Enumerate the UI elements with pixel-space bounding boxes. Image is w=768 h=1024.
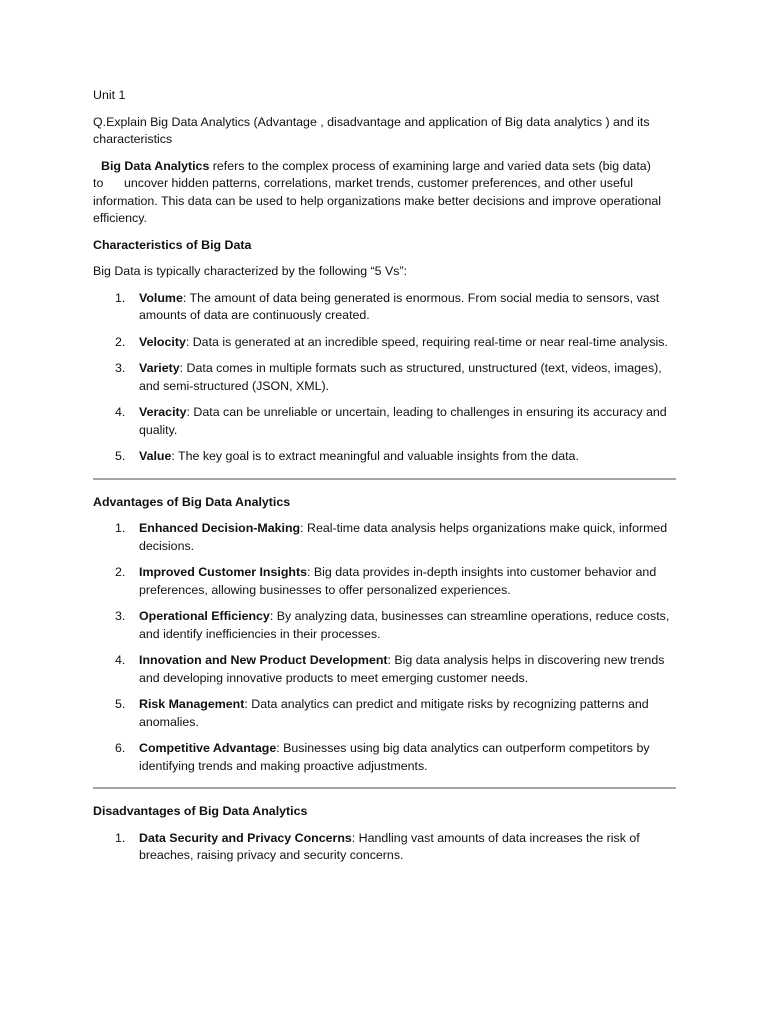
advantages-heading: Advantages of Big Data Analytics — [93, 494, 291, 509]
list-item — [93, 404, 676, 439]
list-item-term: Volume — [139, 290, 183, 305]
list-item-number: 3. — [115, 609, 126, 623]
list-item — [93, 696, 676, 731]
list-item-term: Operational Efficiency — [139, 609, 270, 623]
list-item-term: Risk Management — [139, 697, 245, 711]
list-item-number: 2. — [115, 565, 126, 579]
list-item-number: 4. — [115, 653, 126, 667]
list-item-text: : By analyzing data, businesses can streamline operations, reduce costs, and identify inefficiencies in their processes. — [139, 609, 670, 641]
list-item-number: 1. — [115, 521, 126, 535]
list-item-term: Velocity — [139, 334, 186, 349]
list-item-text: : Data comes in multiple formats such as structured, unstructured (text, videos, images), and semi-structured (JSON, XML). — [139, 361, 662, 393]
list-item — [93, 830, 676, 865]
list-item-number: 5. — [115, 697, 126, 711]
list-item-number: 4. — [115, 405, 126, 419]
characteristics-lead: Big Data is typically characterized by the following “5 Vs”: — [93, 264, 408, 278]
list-item-number: 2. — [115, 334, 126, 349]
question-text: Q.Explain Big Data Analytics (Advantage , disadvantage and application of Big data analytics ) and its characteristics — [93, 114, 650, 146]
section-divider — [93, 787, 676, 789]
list-item-term: Enhanced Decision-Making — [139, 521, 301, 535]
list-item-number: 5. — [115, 449, 126, 463]
list-item-text: : Handling vast amounts of data increases the risk of breaches, raising privacy and security concerns. — [139, 830, 640, 862]
intro-text: refers to the complex process of examining large and varied data sets (big data) to uncover hidden patterns, correlations, market trends, customer preferences, and other useful information. This data can be used to help organizations make better decisions and improve operational efficiency. — [93, 158, 662, 225]
list-item-number: 6. — [115, 741, 126, 755]
list-item — [93, 520, 676, 555]
list-item-term: Improved Customer Insights — [139, 565, 307, 579]
disadvantages-list — [93, 830, 676, 865]
list-item-text: : Data can be unreliable or uncertain, leading to challenges in ensuring its accuracy and quality. — [139, 405, 667, 437]
list-item — [93, 290, 676, 325]
list-item — [93, 652, 676, 687]
list-item-text: : The amount of data being generated is enormous. From social media to sensors, vast amounts of data are continuously created. — [139, 290, 660, 322]
list-item-text: : Big data analysis helps in discovering new trends and developing innovative products to meet emerging customer needs. — [139, 653, 665, 685]
section-divider — [93, 478, 676, 480]
unit-label: Unit 1 — [93, 88, 126, 102]
list-item-text: : Businesses using big data analytics can outperform competitors by identifying trends and making proactive adjustments. — [139, 741, 650, 773]
disadvantages-heading: Disadvantages of Big Data Analytics — [93, 804, 308, 818]
list-item-text: : The key goal is to extract meaningful and valuable insights from the data. — [171, 449, 579, 463]
advantages-list — [93, 520, 676, 775]
list-item — [93, 360, 676, 395]
list-item-term: Veracity — [139, 405, 187, 419]
list-item — [93, 740, 676, 775]
intro-term: Big Data Analytics — [101, 158, 210, 173]
characteristics-heading: Characteristics of Big Data — [93, 237, 252, 252]
list-item-text: : Big data provides in-depth insights into customer behavior and preferences, allowing businesses to offer personalized experiences. — [139, 565, 657, 597]
list-item-number: 1. — [115, 290, 126, 305]
list-item-term: Value — [139, 449, 172, 463]
list-item — [93, 608, 676, 643]
list-item-text: : Data is generated at an incredible speed, requiring real-time or near real-time analysis. — [185, 334, 668, 349]
list-item-text: : Real-time data analysis helps organizations make quick, informed decisions. — [139, 521, 668, 553]
list-item-number: 3. — [115, 361, 126, 375]
list-item — [93, 334, 676, 352]
list-item-term: Innovation and New Product Development — [139, 653, 388, 667]
characteristics-list — [93, 290, 676, 466]
list-item — [93, 564, 676, 599]
list-item-term: Data Security and Privacy Concerns — [139, 830, 352, 845]
intro-paragraph — [93, 158, 676, 228]
list-item-number: 1. — [115, 830, 126, 845]
list-item-term: Variety — [139, 361, 180, 375]
list-item-term: Competitive Advantage — [139, 741, 277, 755]
list-item — [93, 448, 676, 466]
list-item-text: : Data analytics can predict and mitigate risks by recognizing patterns and anomalies. — [139, 697, 649, 729]
